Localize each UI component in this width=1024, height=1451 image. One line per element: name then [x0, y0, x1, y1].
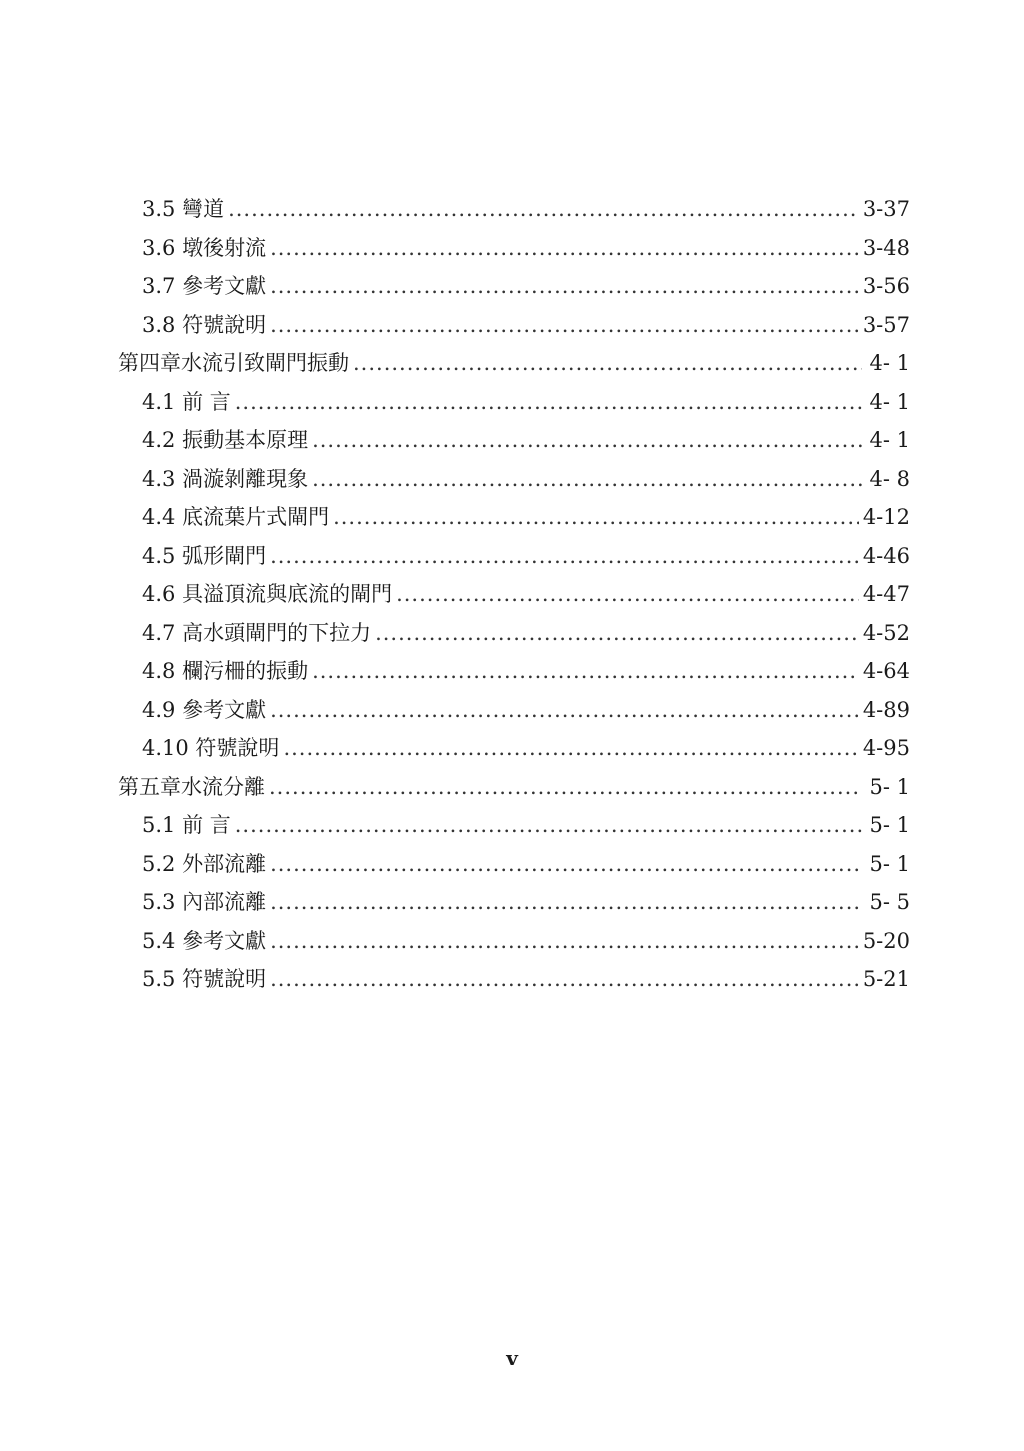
toc-entry-title: 3.8 符號說明 — [142, 312, 267, 337]
toc-entry-title: 5.5 符號說明 — [142, 967, 267, 991]
toc-entry-title: 3.5 彎道 — [142, 197, 225, 221]
toc-entry-title: 5.3 內部流離 — [142, 890, 267, 914]
toc-entry-title: 4.3 渦漩剝離現象 — [142, 466, 309, 491]
toc-entry-title: 3.7 參考文獻 — [142, 274, 267, 298]
toc-entry-title: 4.2 振動基本原理 — [142, 428, 309, 452]
toc-chapter-entry[interactable] — [118, 768, 910, 807]
toc-entry-title: 5.2 外部流離 — [142, 851, 267, 876]
page-number: v — [506, 1346, 518, 1370]
toc-entry-page: 4- 1 — [869, 428, 910, 452]
toc-entry[interactable] — [118, 806, 910, 845]
toc-entry-title: 3.6 墩後射流 — [142, 235, 267, 260]
toc-entry-title: 4.10 符號說明 — [142, 736, 280, 760]
toc-entry[interactable] — [118, 883, 910, 922]
toc-entry-page: 5- 1 — [869, 813, 910, 837]
toc-entry-title: 5.1 前 言 — [142, 813, 231, 837]
toc-entry-title: 4.5 弧形閘門 — [142, 543, 267, 568]
dot-leader — [270, 229, 859, 268]
dot-leader — [396, 575, 859, 614]
toc-entry[interactable] — [118, 383, 910, 422]
dot-leader — [228, 190, 859, 229]
toc-entry-title: 4.1 前 言 — [142, 389, 231, 414]
toc-entry-page: 3-37 — [862, 197, 910, 221]
toc-entry[interactable] — [118, 229, 910, 268]
toc-entry[interactable] — [118, 729, 910, 768]
toc-entry-page: 4- 1 — [869, 389, 910, 414]
dot-leader — [269, 768, 862, 807]
toc-entry-page: 5- 1 — [869, 774, 910, 799]
toc-entry-page: 5- 5 — [869, 890, 910, 914]
toc-entry[interactable] — [118, 498, 910, 537]
dot-leader — [270, 845, 862, 884]
dot-leader — [283, 729, 858, 768]
toc-entry-page: 4-89 — [862, 697, 910, 722]
toc-entry-title: 5.4 參考文獻 — [142, 928, 267, 953]
toc-entry-title: 4.6 具溢頂流與底流的閘門 — [142, 582, 393, 606]
dot-leader — [270, 306, 859, 345]
dot-leader — [270, 691, 859, 730]
toc-entry-page: 5-21 — [862, 967, 910, 991]
toc-entry-page: 3-56 — [862, 274, 910, 298]
dot-leader — [333, 498, 859, 537]
dot-leader — [270, 537, 859, 576]
toc-entry[interactable] — [118, 267, 910, 306]
toc-entry[interactable] — [118, 190, 910, 229]
table-of-contents — [118, 190, 910, 999]
toc-entry[interactable] — [118, 306, 910, 345]
toc-entry[interactable] — [118, 845, 910, 884]
toc-entry-page: 4-12 — [862, 505, 910, 529]
dot-leader — [312, 421, 862, 460]
dot-leader — [312, 460, 862, 499]
toc-entry[interactable] — [118, 460, 910, 499]
toc-entry-page: 4-64 — [862, 659, 910, 683]
toc-entry[interactable] — [118, 537, 910, 576]
toc-entry-page: 5-20 — [862, 928, 910, 953]
dot-leader — [235, 383, 862, 422]
toc-entry-title: 4.4 底流葉片式閘門 — [142, 505, 330, 529]
toc-entry-page: 3-57 — [862, 312, 910, 337]
toc-entry-title: 4.8 欄污柵的振動 — [142, 659, 309, 683]
toc-entry-page: 4-47 — [862, 582, 910, 606]
toc-entry[interactable] — [118, 614, 910, 653]
toc-entry-page: 4-52 — [862, 620, 910, 645]
toc-entry-title: 4.9 參考文獻 — [142, 697, 267, 722]
dot-leader — [312, 652, 859, 691]
toc-chapter-title: 第五章水流分離 — [118, 774, 265, 799]
toc-entry[interactable] — [118, 421, 910, 460]
dot-leader — [235, 806, 862, 845]
toc-entry-page: 5- 1 — [869, 851, 910, 876]
dot-leader — [270, 267, 859, 306]
dot-leader — [270, 922, 859, 961]
toc-entry-page: 4-95 — [862, 736, 910, 760]
toc-entry-page: 3-48 — [862, 235, 910, 260]
toc-entry[interactable] — [118, 575, 910, 614]
toc-chapter-entry[interactable] — [118, 344, 910, 383]
toc-entry-page: 4- 1 — [869, 351, 910, 375]
toc-entry-title: 4.7 高水頭閘門的下拉力 — [142, 620, 372, 645]
dot-leader — [270, 960, 859, 999]
toc-entry-page: 4- 8 — [869, 466, 910, 491]
dot-leader — [270, 883, 862, 922]
toc-entry[interactable] — [118, 652, 910, 691]
toc-entry[interactable] — [118, 922, 910, 961]
dot-leader — [375, 614, 859, 653]
toc-chapter-title: 第四章水流引致閘門振動 — [118, 351, 349, 375]
toc-entry[interactable] — [118, 960, 910, 999]
toc-entry[interactable] — [118, 691, 910, 730]
toc-entry-page: 4-46 — [862, 543, 910, 568]
dot-leader — [353, 344, 862, 383]
